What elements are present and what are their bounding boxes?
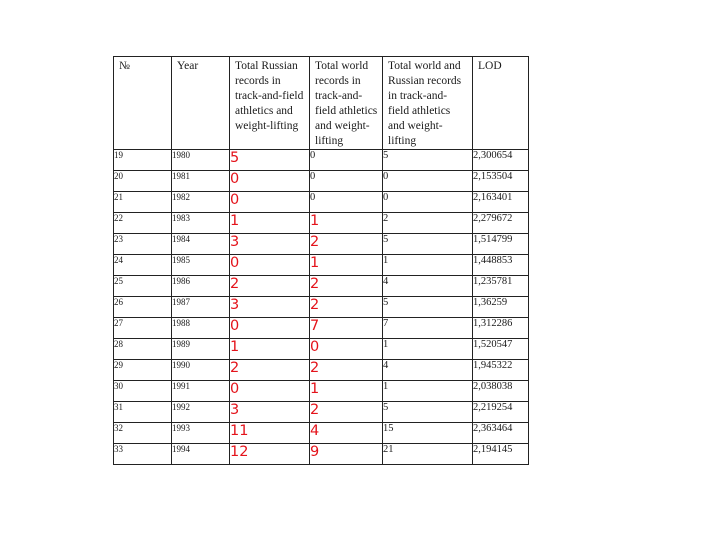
cell-num: 30 xyxy=(114,381,172,402)
cell-total-records: 1 xyxy=(383,339,473,360)
cell-total-records: 15 xyxy=(383,423,473,444)
cell-total-records: 5 xyxy=(383,150,473,171)
table-header-row xyxy=(114,57,529,150)
cell-total-records: 5 xyxy=(383,297,473,318)
cell-num: 23 xyxy=(114,234,172,255)
table-row xyxy=(114,234,529,255)
cell-year: 1987 xyxy=(172,297,230,318)
cell-world-records: 0 xyxy=(310,150,383,171)
cell-russian-records: 0 xyxy=(230,255,310,276)
cell-lod: 1,235781 xyxy=(473,276,529,297)
header-total-records: Total world and Russian records in track-and-field athletics and weight-lifting xyxy=(383,57,473,150)
cell-lod: 1,520547 xyxy=(473,339,529,360)
cell-world-records: 2 xyxy=(310,360,383,381)
cell-russian-records: 3 xyxy=(230,234,310,255)
cell-lod: 1,312286 xyxy=(473,318,529,339)
cell-world-records: 2 xyxy=(310,297,383,318)
table-row xyxy=(114,192,529,213)
cell-lod: 1,36259 xyxy=(473,297,529,318)
cell-lod: 1,448853 xyxy=(473,255,529,276)
cell-lod: 2,300654 xyxy=(473,150,529,171)
cell-year: 1981 xyxy=(172,171,230,192)
cell-world-records: 4 xyxy=(310,423,383,444)
header-num: № xyxy=(114,57,172,150)
cell-total-records: 0 xyxy=(383,171,473,192)
header-world-records: Total world records in track-and-field athletics and weight-lifting xyxy=(310,57,383,150)
cell-world-records: 0 xyxy=(310,171,383,192)
records-table xyxy=(113,56,529,465)
cell-russian-records: 3 xyxy=(230,297,310,318)
cell-world-records: 0 xyxy=(310,192,383,213)
cell-year: 1994 xyxy=(172,444,230,465)
cell-russian-records: 0 xyxy=(230,192,310,213)
cell-lod: 1,514799 xyxy=(473,234,529,255)
table-row xyxy=(114,444,529,465)
table-row xyxy=(114,381,529,402)
cell-total-records: 1 xyxy=(383,255,473,276)
cell-russian-records: 0 xyxy=(230,318,310,339)
cell-total-records: 21 xyxy=(383,444,473,465)
cell-num: 21 xyxy=(114,192,172,213)
cell-russian-records: 1 xyxy=(230,339,310,360)
cell-russian-records: 11 xyxy=(230,423,310,444)
cell-russian-records: 2 xyxy=(230,360,310,381)
cell-total-records: 1 xyxy=(383,381,473,402)
table-row xyxy=(114,150,529,171)
cell-year: 1993 xyxy=(172,423,230,444)
cell-year: 1982 xyxy=(172,192,230,213)
cell-year: 1985 xyxy=(172,255,230,276)
cell-world-records: 9 xyxy=(310,444,383,465)
cell-total-records: 5 xyxy=(383,402,473,423)
cell-lod: 2,363464 xyxy=(473,423,529,444)
cell-year: 1984 xyxy=(172,234,230,255)
table-body xyxy=(114,150,529,465)
cell-num: 26 xyxy=(114,297,172,318)
cell-year: 1992 xyxy=(172,402,230,423)
cell-year: 1986 xyxy=(172,276,230,297)
cell-num: 28 xyxy=(114,339,172,360)
table-row xyxy=(114,171,529,192)
cell-num: 32 xyxy=(114,423,172,444)
cell-lod: 2,038038 xyxy=(473,381,529,402)
cell-russian-records: 1 xyxy=(230,213,310,234)
header-year: Year xyxy=(172,57,230,150)
cell-year: 1983 xyxy=(172,213,230,234)
cell-num: 27 xyxy=(114,318,172,339)
table-row xyxy=(114,276,529,297)
cell-world-records: 1 xyxy=(310,381,383,402)
cell-russian-records: 12 xyxy=(230,444,310,465)
cell-num: 22 xyxy=(114,213,172,234)
cell-world-records: 2 xyxy=(310,276,383,297)
cell-num: 25 xyxy=(114,276,172,297)
cell-lod: 2,163401 xyxy=(473,192,529,213)
cell-world-records: 2 xyxy=(310,402,383,423)
table-row xyxy=(114,318,529,339)
cell-total-records: 4 xyxy=(383,360,473,381)
cell-world-records: 2 xyxy=(310,234,383,255)
cell-num: 19 xyxy=(114,150,172,171)
cell-year: 1988 xyxy=(172,318,230,339)
table-row xyxy=(114,402,529,423)
cell-total-records: 2 xyxy=(383,213,473,234)
cell-num: 29 xyxy=(114,360,172,381)
cell-num: 24 xyxy=(114,255,172,276)
cell-total-records: 0 xyxy=(383,192,473,213)
cell-year: 1990 xyxy=(172,360,230,381)
table-row xyxy=(114,360,529,381)
cell-russian-records: 5 xyxy=(230,150,310,171)
cell-lod: 2,194145 xyxy=(473,444,529,465)
table-row xyxy=(114,423,529,444)
cell-num: 31 xyxy=(114,402,172,423)
cell-world-records: 1 xyxy=(310,213,383,234)
table-row xyxy=(114,297,529,318)
cell-lod: 2,279672 xyxy=(473,213,529,234)
table-row xyxy=(114,213,529,234)
cell-russian-records: 0 xyxy=(230,381,310,402)
cell-russian-records: 0 xyxy=(230,171,310,192)
table-row xyxy=(114,255,529,276)
cell-world-records: 7 xyxy=(310,318,383,339)
cell-russian-records: 3 xyxy=(230,402,310,423)
cell-total-records: 5 xyxy=(383,234,473,255)
cell-lod: 2,219254 xyxy=(473,402,529,423)
cell-lod: 2,153504 xyxy=(473,171,529,192)
header-lod: LOD xyxy=(473,57,529,150)
cell-lod: 1,945322 xyxy=(473,360,529,381)
cell-world-records: 0 xyxy=(310,339,383,360)
cell-year: 1991 xyxy=(172,381,230,402)
cell-num: 33 xyxy=(114,444,172,465)
cell-total-records: 4 xyxy=(383,276,473,297)
cell-russian-records: 2 xyxy=(230,276,310,297)
cell-total-records: 7 xyxy=(383,318,473,339)
cell-year: 1989 xyxy=(172,339,230,360)
cell-year: 1980 xyxy=(172,150,230,171)
header-russian-records: Total Russian records in track-and-field athletics and weight-lifting xyxy=(230,57,310,150)
cell-num: 20 xyxy=(114,171,172,192)
cell-world-records: 1 xyxy=(310,255,383,276)
table-row xyxy=(114,339,529,360)
